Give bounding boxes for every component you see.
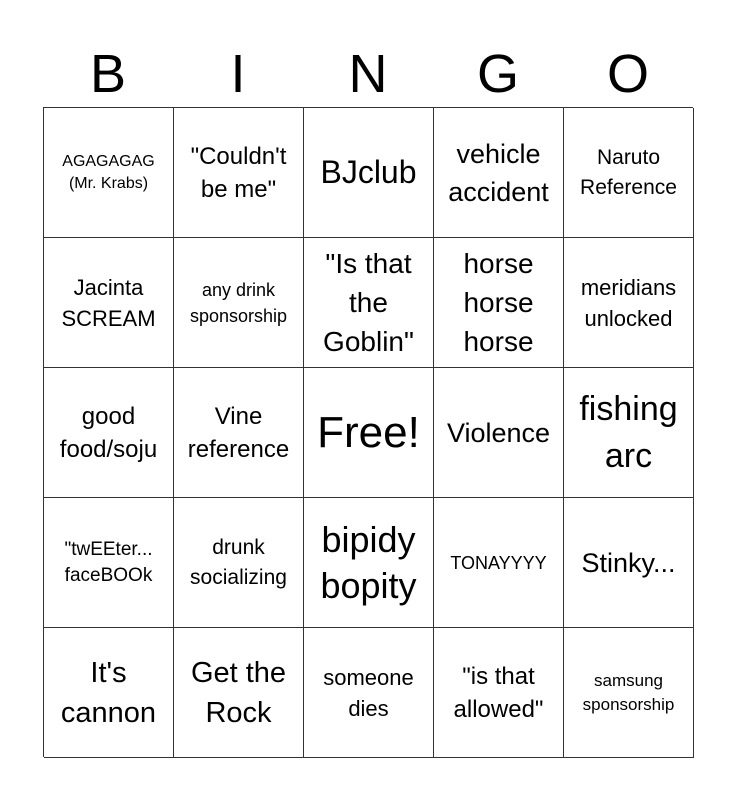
bingo-cell[interactable] [304,628,434,758]
bingo-cell[interactable] [174,498,304,628]
cell-text: Jacinta SCREAM [61,274,156,331]
cell-text: good food/soju [59,402,158,463]
cell-text: Vine reference [187,402,290,463]
bingo-cell[interactable] [304,498,434,628]
bingo-cell[interactable] [44,108,174,238]
cell-text: It's cannon [60,656,157,729]
cell-text: vehicle accident [448,138,549,207]
bingo-cell[interactable] [434,628,564,758]
bingo-cell[interactable] [564,238,694,368]
bingo-cell[interactable] [174,628,304,758]
header-letter-b: B [89,44,127,104]
bingo-board [43,107,693,757]
cell-text: "Couldn't be me" [190,142,287,203]
cell-text: any drink sponsorship [189,279,288,326]
bingo-cell[interactable] [564,108,694,238]
cell-text: TONAYYYY [450,552,547,573]
cell-text: Stinky... [581,547,676,578]
bingo-cell[interactable] [174,108,304,238]
cell-text: meridians unlocked [580,274,677,331]
bingo-cell[interactable] [304,108,434,238]
cell-text: horse horse horse [463,248,534,357]
cell-text: Naruto Reference [580,145,677,199]
bingo-cell[interactable] [304,238,434,368]
cell-text: someone dies [323,664,414,721]
cell-text: fishing arc [579,389,678,475]
bingo-cell[interactable] [434,498,564,628]
header-letter-n: N [348,44,388,104]
cell-text: "twEEter... faceBOOk [64,538,153,586]
bingo-header [43,40,693,108]
bingo-cell[interactable] [44,238,174,368]
cell-text: "Is that the Goblin" [323,248,414,357]
cell-text: Violence [446,417,551,448]
bingo-cell[interactable] [44,628,174,758]
bingo-cell[interactable] [434,238,564,368]
cell-text: BJclub [320,154,417,190]
bingo-cell[interactable] [174,368,304,498]
bingo-cell[interactable] [44,498,174,628]
header-letter-g: G [476,44,519,104]
bingo-cell[interactable] [564,628,694,758]
bingo-cell[interactable] [434,368,564,498]
bingo-cell[interactable] [44,368,174,498]
bingo-cell[interactable] [174,238,304,368]
cell-text: drunk socializing [190,535,287,589]
cell-text: AGAGAGAG (Mr. Krabs) [62,152,155,192]
header-letter-o: O [606,44,649,104]
cell-text: Get the Rock [190,656,287,729]
bingo-cell[interactable] [434,108,564,238]
free-space-text: Free! [317,407,420,457]
cell-text: samsung sponsorship [582,670,675,714]
bingo-cell[interactable] [564,498,694,628]
cell-text: bipidy bopity [320,518,417,606]
cell-text: "is that allowed" [453,662,544,723]
bingo-cell[interactable] [564,368,694,498]
free-space-cell[interactable] [304,368,434,498]
header-letter-i: I [230,44,246,104]
